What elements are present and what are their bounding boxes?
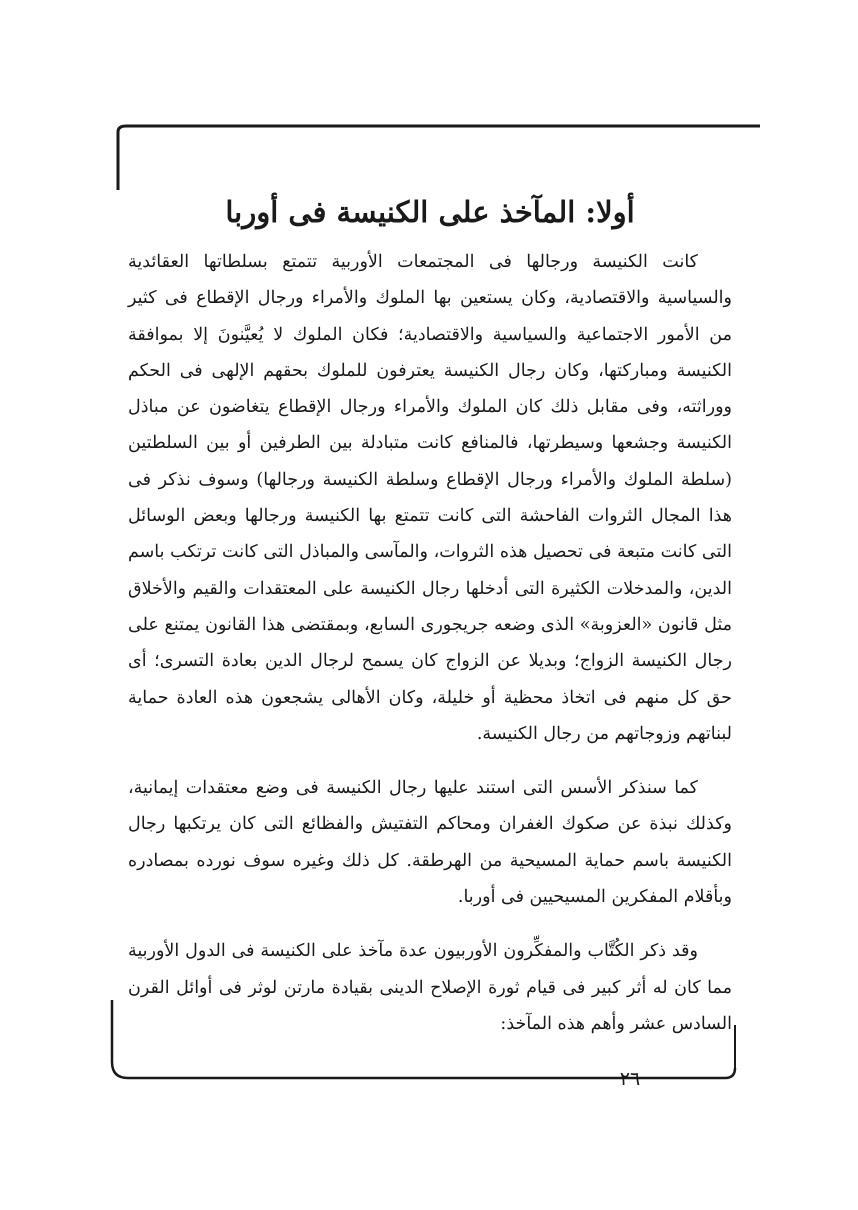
body-text [128,244,732,1042]
paragraph-3: وقد ذكر الكُتَّاب والمفكِّرون الأوربيون عدة مآخذ على الكنيسة فى الدول الأوربية مما كان له أثر كبير فى قيام ثورة الإصلاح الدينى بقيادة مارتن لوثر فى أوائل القرن السادس عشر وأهم هذه المآخذ: [128,941,732,1034]
page-number: ٢٦ [619,1068,641,1090]
paragraph-1: كانت الكنيسة ورجالها فى المجتمعات الأوربية تتمتع بسلطاتها العقائدية والسياسية والاقتصادية، وكان يستعين بها الملوك والأمراء ورجال الإقطاع فى كثير من الأمور الاجتماعية والسياسية والاقتصادية؛ فكان الملوك لا يُعيَّنونَ إلا بموافقة الكنيسة ومباركتها، وكان رجال الكنيسة يعترفون للملوك بحقهم الإلهى فى الحكم ووراثته، وفى مقابل ذلك كان الملوك والأمراء ورجال الإقطاع يتغاضون عن مباذل الكنيسة وجشعها وسيطرتها، فالمنافع كانت متبادلة بين الطرفين أو بين السلطتين (سلطة الملوك والأمراء ورجال الإقطاع وسلطة الكنيسة ورجالها) وسوف نذكر فى هذا المجال الثروات الفاحشة التى كانت تتمتع بها الكنيسة ورجالها وبعض الوسائل التى كانت متبعة فى تحصيل هذه الثروات، والمآسى والمباذل التى كانت ترتكب باسم الدين، والمدخلات الكثيرة التى أدخلها رجال الكنيسة على المعتقدات والقيم والأخلاق مثل قانون «العزوبة» الذى وضعه جريجورى السابع، وبمقتضى هذا القانون يمتنع على رجال الكنيسة الزواج؛ وبديلا عن الزواج كان يسمح لرجال الدين بعادة التسرى؛ أى حق كل منهم فى اتخاذ محظية أو خليلة، وكان الأهالى يشجعون هذه العادة حماية لبناتهم وزوجاتهم من رجال الكنيسة. [128,252,732,744]
paragraph-2: كما سنذكر الأسس التى استند عليها رجال الكنيسة فى وضع معتقدات إيمانية، وكذلك نبذة عن صكوك الغفران ومحاكم التفتيش والفظائع التى كان يرتكبها رجال الكنيسة باسم حماية المسيحية من الهرطقة. كل ذلك وغيره سوف نورده بمصادره وبأقلام المفكرين المسيحيين فى أوربا. [128,778,732,908]
section-title: أولا: المآخذ على الكنيسة فى أوربا [225,195,635,229]
